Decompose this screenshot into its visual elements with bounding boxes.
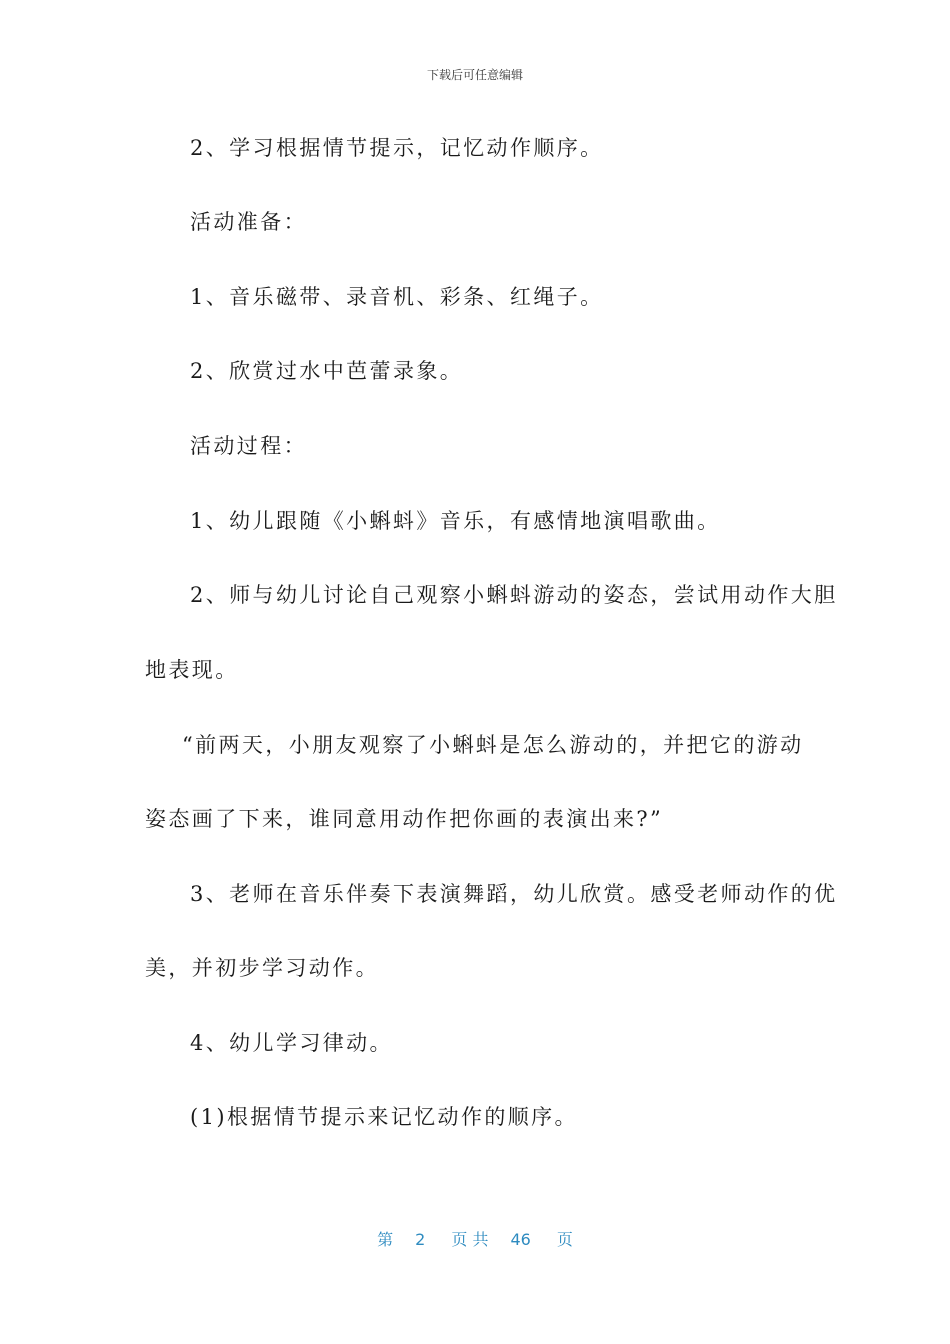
- footer-middle: 页 共: [451, 1230, 489, 1249]
- text-line-quote: “前两天，小朋友观察了小蝌蚪是怎么游动的，并把它的游动: [182, 733, 804, 757]
- text-line-process-3-cont: 美，并初步学习动作。: [145, 956, 379, 980]
- footer-total-pages: 46: [510, 1230, 531, 1249]
- text-line-preparation-1: 1、音乐磁带、录音机、彩条、红绳子。: [190, 285, 604, 309]
- footer-suffix: 页: [556, 1230, 573, 1249]
- text-line-process-3: 3、老师在音乐伴奏下表演舞蹈，幼儿欣赏。感受老师动作的优: [190, 882, 838, 906]
- footer-page-number: 2: [415, 1230, 426, 1249]
- section-heading-process: 活动过程：: [190, 434, 307, 458]
- section-heading-preparation: 活动准备：: [190, 210, 307, 234]
- text-line-process-2-cont: 地表现。: [145, 658, 239, 682]
- footer-prefix: 第: [377, 1230, 394, 1249]
- page-footer: [0, 1227, 950, 1250]
- header-note: 下载后可任意编辑: [426, 68, 523, 82]
- text-line-process-2: 2、师与幼儿讨论自己观察小蝌蚪游动的姿态，尝试用动作大胆: [190, 583, 838, 607]
- text-line-objective-2: 2、学习根据情节提示，记忆动作顺序。: [190, 136, 604, 160]
- text-line-preparation-2: 2、欣赏过水中芭蕾录象。: [190, 359, 464, 383]
- text-line-quote-cont: 姿态画了下来，谁同意用动作把你画的表演出来?”: [145, 807, 664, 831]
- text-line-process-4: 4、幼儿学习律动。: [190, 1031, 393, 1055]
- text-line-process-4-sub-1: (1)根据情节提示来记忆动作的顺序。: [190, 1105, 578, 1129]
- text-line-process-1: 1、幼儿跟随《小蝌蚪》音乐，有感情地演唱歌曲。: [190, 509, 721, 533]
